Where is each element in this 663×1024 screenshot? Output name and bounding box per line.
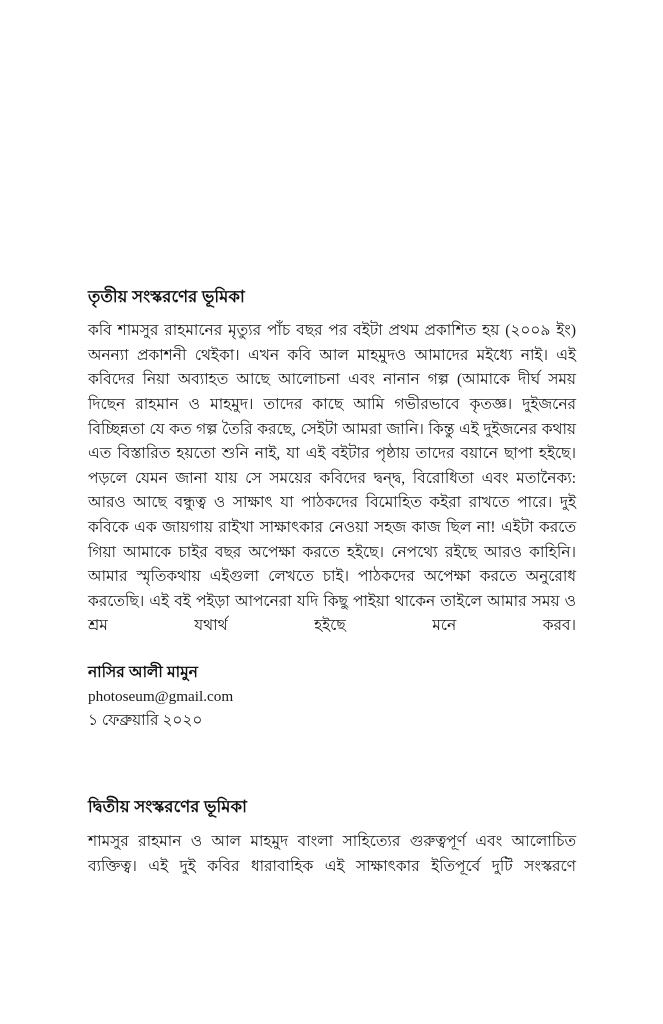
- paragraph-third-edition: কবি শামসুর রাহমানের মৃত্যুর পাঁচ বছর পর বইটা প্রথম প্রকাশিত হয় (২০০৯ ইং) অনন্যা প্রকাশনী থেইকা। এখন কবি আল মাহমুদও আমাদের মইধ্যে নাই। এই কবিদের নিয়া অব্যাহত আছে আলোচনা এবং নানান গল্প (আমাকে দীর্ঘ সময় দিছেন রাহমান ও মাহমুদ। তাদের কাছে আমি গভীরভাবে কৃতজ্ঞ। দুইজনের বিচ্ছিন্নতা যে কত গল্প তৈরি করছে, সেইটা আমরা জানি। কিন্তু এই দুইজনের কথায় এত বিস্তারিত হয়তো শুনি নাই, যা এই বইটার পৃষ্ঠায় তাদের বয়ানে ছাপা হইছে। পড়লে যেমন জানা যায় সে সময়ের কবিদের দ্বন্দ্ব, বিরোধিতা এবং মতানৈক্য: আরও আছে বন্ধুত্ব ও সাক্ষাৎ যা পাঠকদের বিমোহিত কইরা রাখতে পারে। দুই কবিকে এক জায়গায় রাইখা সাক্ষাৎকার নেওয়া সহজ কাজ ছিল না! এইটা করতে গিয়া আমাকে চাইর বছর অপেক্ষা করতে হইছে। নেপথ্যে রইছে আরও কাহিনি। আমার স্মৃতিকথায় এইগুলা লেখতে চাই। পাঠকদের অপেক্ষা করতে অনুরোধ করতেছি। এই বই পইড়া আপনেরা যদি কিছু পাইয়া থাকেন তাইলে আমার সময় ও শ্রম যথার্থ হইছে মনে করব।: [88, 322, 576, 635]
- section-second-edition-preface: [88, 796, 576, 879]
- page-content: [88, 286, 576, 879]
- signature-date: ১ ফেব্রুয়ারি ২০২০: [88, 711, 203, 729]
- section-third-edition-preface: [88, 286, 576, 733]
- signature-block: [88, 661, 576, 733]
- paragraph-second-edition: শামসুর রাহমান ও আল মাহমুদ বাংলা সাহিত্যের গুরুত্বপূর্ণ এবং আলোচিত ব্যক্তিত্ব। এই দুই কবির ধারাবাহিক এই সাক্ষাৎকার ইতিপূর্বে দুটি সংস্করণে: [88, 833, 576, 875]
- section-heading-third-edition: তৃতীয় সংস্করণের ভূমিকা: [88, 288, 245, 306]
- signature-email: photoseum@gmail.com: [88, 687, 234, 705]
- signature-author-name: নাসির আলী মামুন: [88, 663, 198, 681]
- section-spacer: [88, 733, 576, 796]
- section-heading-second-edition: দ্বিতীয় সংস্করণের ভূমিকা: [88, 797, 247, 816]
